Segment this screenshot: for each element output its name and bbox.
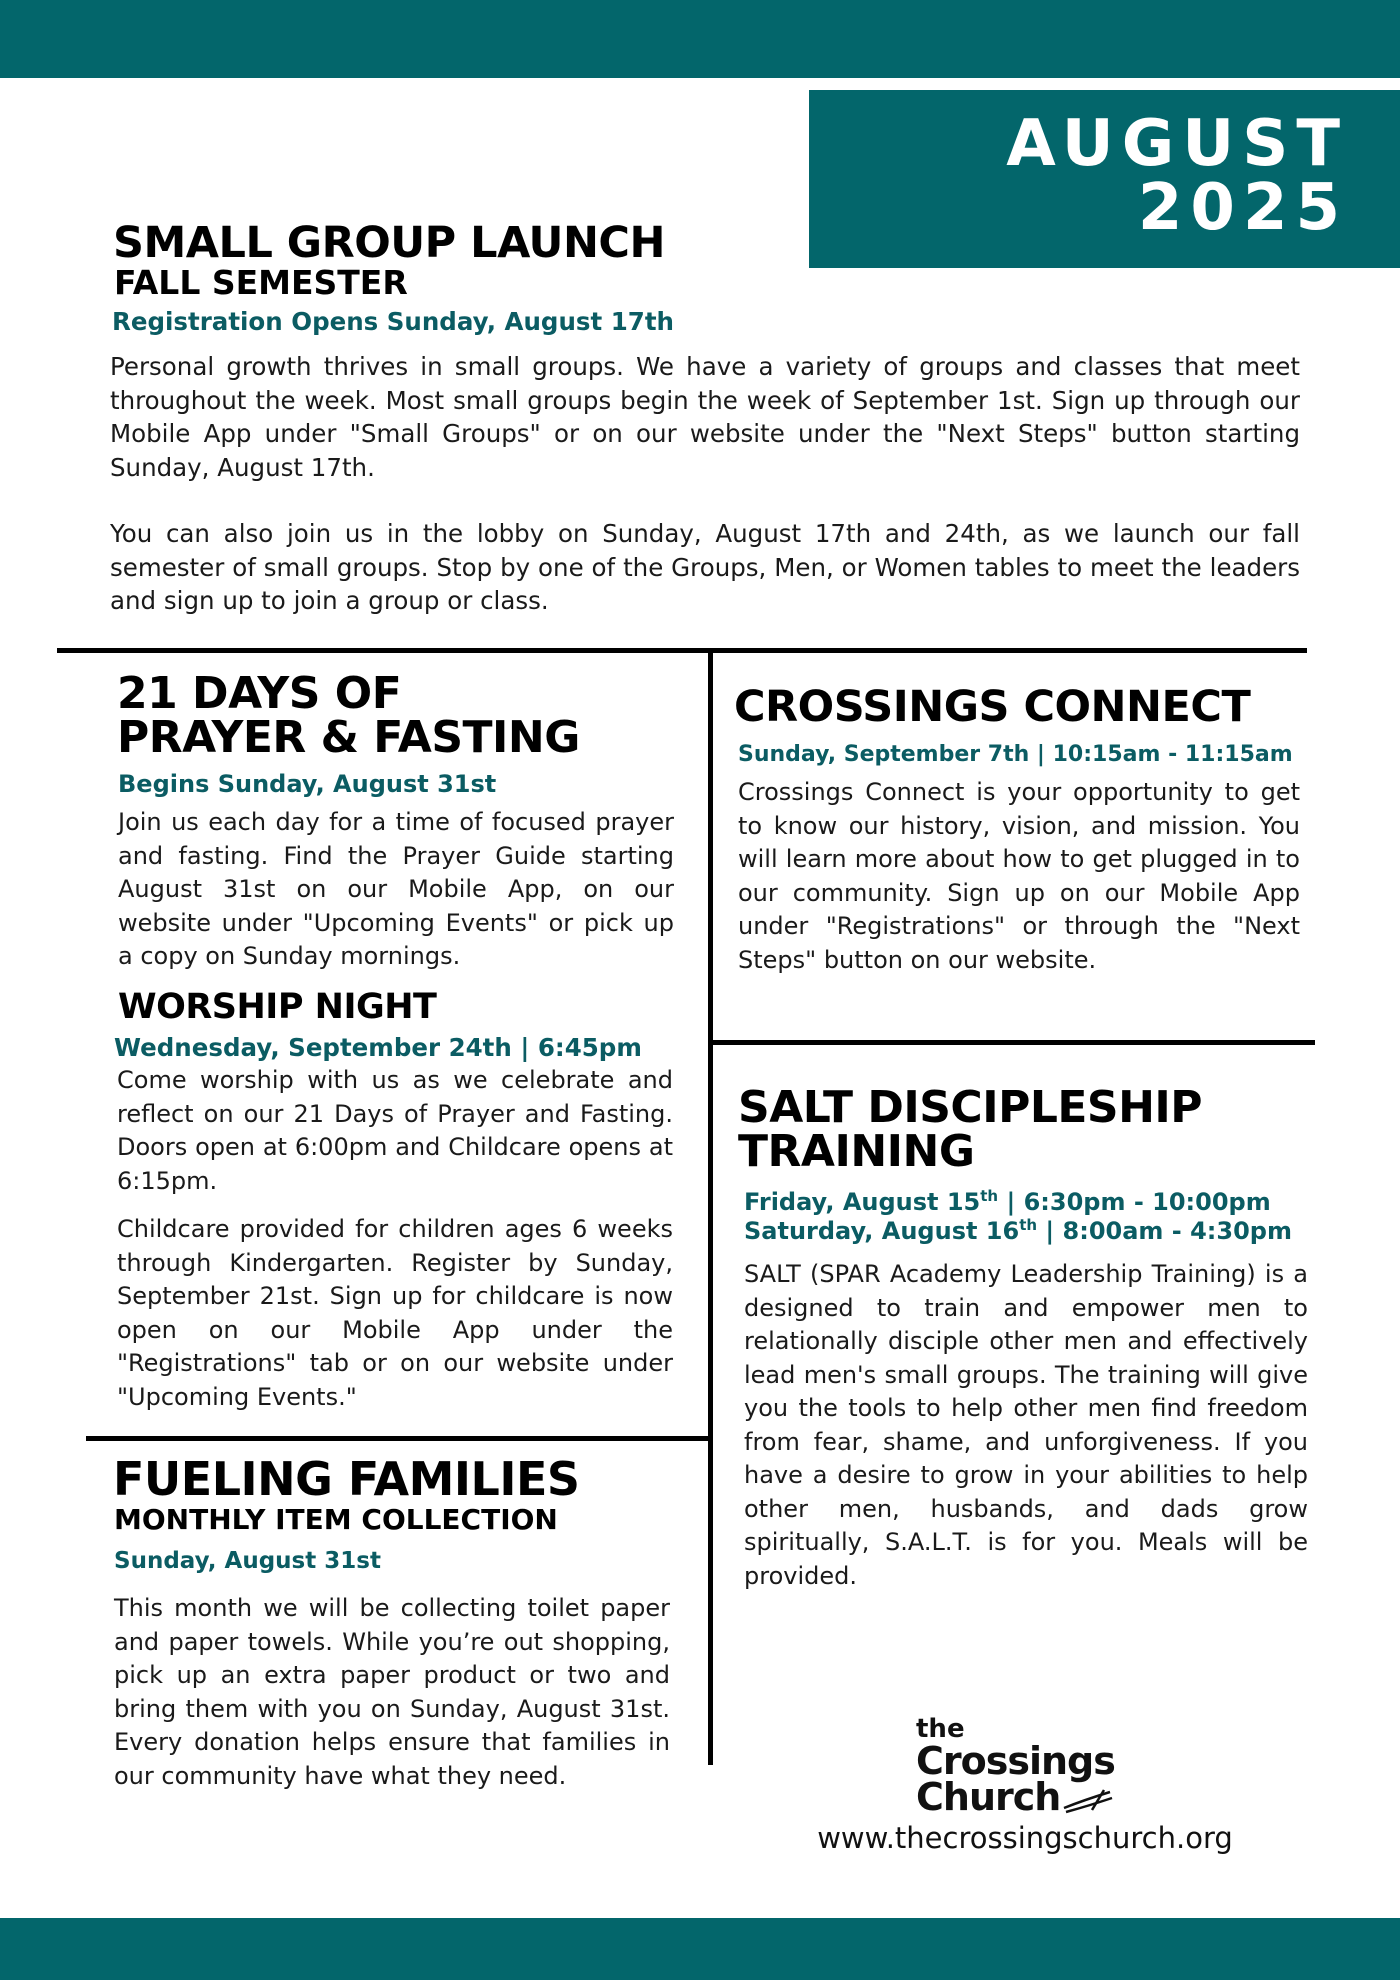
fueling-date: Sunday, August 31st [114,1548,381,1574]
small-group-paragraph-1: Personal growth thrives in small groups. We have a variety of groups and classes that meet throughout the week. Most small groups begin the week of September 1st. Sign up through our Mobile App under "Small Groups" or on our website under the "Next Steps" button starting Sunday, August 17th. [110,352,1300,482]
church-logo [916,1714,1136,1819]
fueling-subtitle: MONTHLY ITEM COLLECTION [114,1503,558,1536]
salt-date-2 [744,1216,1292,1245]
salt-date-1-suffix: th [980,1187,999,1205]
logo-swoosh-icon [1062,1788,1114,1814]
prayer-date: Begins Sunday, August 31st [118,770,497,798]
salt-date-2-time: | 8:00am - 4:30pm [1037,1217,1292,1245]
small-group-title: SMALL GROUP LAUNCH [113,218,665,268]
fueling-title: FUELING FAMILIES [113,1452,580,1506]
connect-title: CROSSINGS CONNECT [734,682,1251,732]
logo-the: the [916,1714,965,1744]
horizontal-divider-top [57,648,1307,653]
small-group-subtitle: FALL SEMESTER [114,263,408,302]
vertical-divider [708,653,713,1765]
website-url[interactable]: www.thecrossingschurch.org [817,1821,1233,1855]
salt-date-1-main: Friday, August 15 [744,1188,981,1216]
prayer-title-line-1: 21 DAYS OF [117,668,402,719]
small-group-paragraph-2: You can also join us in the lobby on Sunday, August 17th and 24th, as we launch our fall semester of small groups. Stop by one of the Groups, Men, or Women tables to meet the leaders and sign up to join a group or class. [110,519,1300,615]
bottom-banner [0,1918,1400,1980]
connect-date: Sunday, September 7th | 10:15am - 11:15am [738,742,1293,767]
worship-title: WORSHIP NIGHT [118,987,437,1027]
date-banner [809,90,1400,268]
fueling-paragraph: This month we will be collecting toilet paper and paper towels. While you’re out shopping, pick up an extra paper product or two and bring them with you on Sunday, August 31st. Every donation helps ensure that families in our community have what they need. [114,1594,670,1790]
small-group-date: Registration Opens Sunday, August 17th [112,307,674,336]
month-label: AUGUST [1006,107,1348,181]
connect-paragraph: Crossings Connect is your opportunity to get to know our history, vision, and mission. You will learn more about how to get plugged in to our community. Sign up on our Mobile App under "Registrations" or through the "Next Steps" button on our website. [738,778,1300,974]
logo-church: Church [916,1775,1061,1819]
worship-paragraph-2: Childcare provided for children ages 6 weeks through Kindergarten. Register by Sunday, September 21st. Sign up for childcare is now open on our Mobile App under the "Registrations" tab or on our website under "Upcoming Events." [117,1215,673,1411]
salt-paragraph: SALT (SPAR Academy Leadership Training) is a designed to train and empower men to relationally disciple other men and effectively lead men's small groups. The training will give you the tools to help other men find freedom from fear, shame, and unforgiveness. If you have a desire to grow in your abilities to help other men, husbands, and dads grow spiritually, S.A.L.T. is for you. Meals will be provided. [744,1260,1308,1590]
horizontal-divider-right [713,1040,1315,1045]
worship-paragraph-1: Come worship with us as we celebrate and reflect on our 21 Days of Prayer and Fasting. Doors open at 6:00pm and Childcare opens at 6:15pm. [117,1066,673,1195]
salt-title-line-2: TRAINING [738,1126,975,1177]
prayer-paragraph: Join us each day for a time of focused prayer and fasting. Find the Prayer Guide starting August 31st on our Mobile App, on our website under "Upcoming Events" or pick up a copy on Sunday mornings. [118,808,674,970]
horizontal-divider-left [86,1436,708,1441]
prayer-title-line-2: PRAYER & FASTING [117,712,580,763]
salt-date-2-suffix: th [1019,1216,1038,1234]
logo-crossings: Crossings [916,1739,1115,1783]
salt-date-2-main: Saturday, August 16 [744,1217,1020,1245]
year-label: 2025 [1137,171,1348,245]
salt-title-line-1: SALT DISCIPLESHIP [738,1082,1203,1133]
salt-date-1 [744,1187,1271,1216]
top-banner [0,0,1400,78]
worship-date: Wednesday, September 24th | 6:45pm [114,1033,642,1062]
salt-date-1-time: | 6:30pm - 10:00pm [998,1188,1271,1216]
